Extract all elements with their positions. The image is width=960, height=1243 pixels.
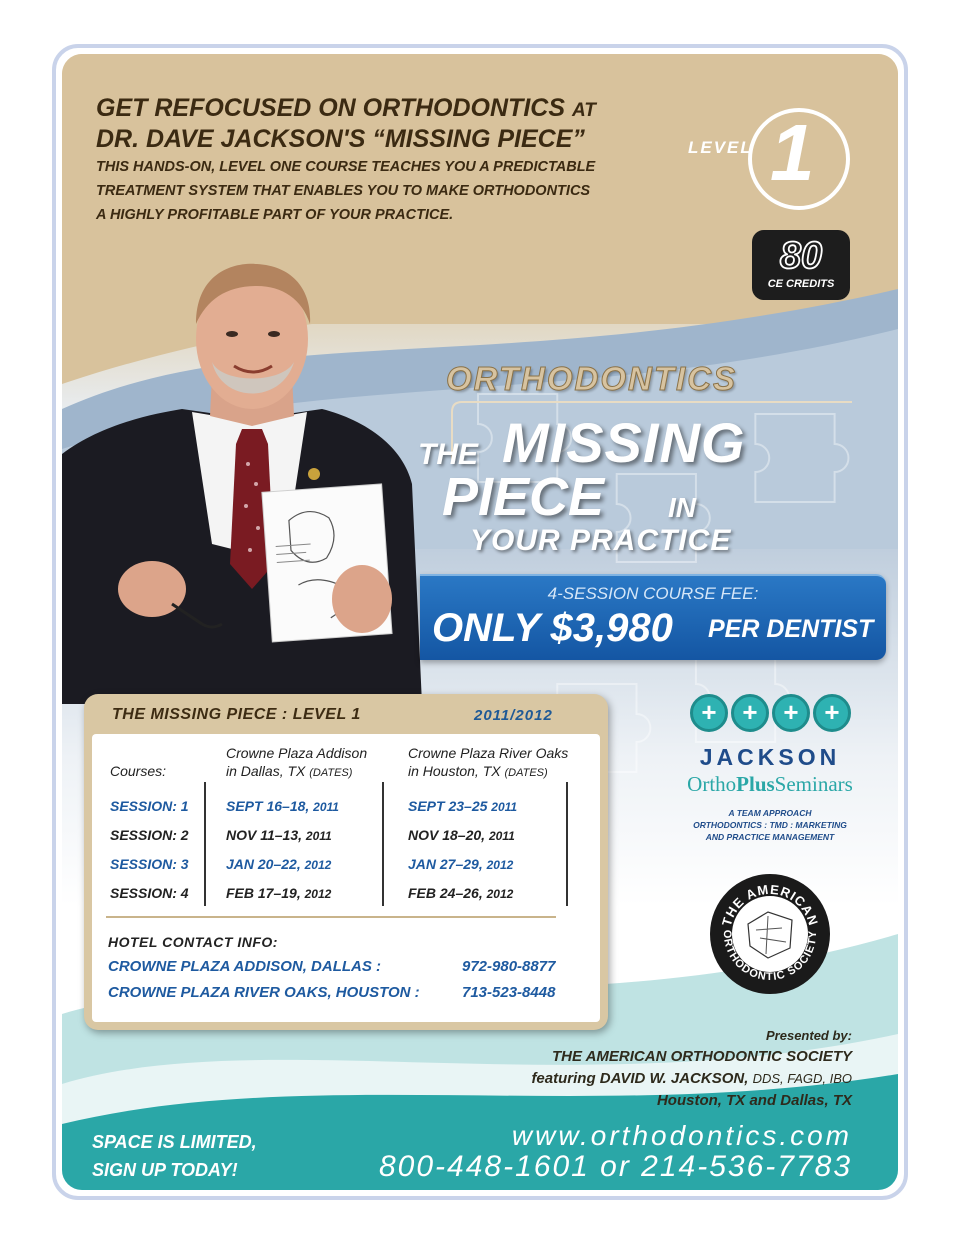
column-divider [566,782,568,906]
seminars: Seminars [774,772,853,796]
schedule-years: 2011/2012 [474,707,553,724]
column-divider [382,782,384,906]
courses-label: Courses: [110,763,167,779]
ce-credits-label: CE CREDITS [767,278,835,290]
title-orthodontics: ORTHODONTICS [446,360,738,397]
title-the: THE [418,438,478,471]
ce-credits-number: 80 [779,235,823,277]
tag-line2: ORTHODONTICS : TMD : MARKETING [693,820,847,830]
plus: Plus [736,772,775,796]
year: 2012 [304,887,332,901]
orthoplus-seminars [680,773,860,795]
dallas-venue: Crowne Plaza Addison [226,745,368,761]
tag-line1: A TEAM APPROACH [728,808,812,818]
subheadline [96,155,676,227]
date: FEB 17–19, [226,885,301,901]
seal-bottom-text: ORTHODONTIC SOCIETY [720,929,820,984]
presented-locations: Houston, TX and Dallas, TX [656,1092,852,1109]
dallas-dates-note: (DATES) [309,767,353,779]
year: 2012 [304,858,332,872]
hotel-dallas-name: CROWNE PLAZA ADDISON, DALLAS : [108,958,382,975]
date: JAN 20–22, [226,856,301,872]
space-limited-callout [92,1128,257,1184]
dallas-city: in Dallas, TX [226,763,306,779]
level-number: 1 [770,108,815,197]
session-2-houston [408,827,515,843]
subhead-line1: THIS HANDS-ON, LEVEL ONE COURSE TEACHES YOU A PREDICTABLE [96,159,596,175]
hotel-dallas-phone: 972-980-8877 [462,958,556,975]
presented-org: THE AMERICAN ORTHODONTIC SOCIETY [551,1048,852,1065]
hotel-houston-name: CROWNE PLAZA RIVER OAKS, HOUSTON : [108,984,420,1001]
space-line2: SIGN UP TODAY! [92,1160,238,1180]
aos-seal-logo [708,872,832,996]
level-label: LEVEL [688,138,753,157]
headline-line1: GET REFOCUSED ON ORTHODONTICS [96,94,566,122]
space-line1: SPACE IS LIMITED, [92,1132,257,1152]
hotel-houston-phone: 713-523-8448 [462,984,556,1001]
phone-numbers[interactable]: 800-448-1601 or 214-536-7783 [379,1150,852,1183]
ce-credits-badge [752,230,850,300]
session-1-dallas [226,798,339,814]
session-4-houston [408,885,513,901]
session-4-dallas [226,885,331,901]
houston-dates-note: (DATES) [504,767,548,779]
session-3-dallas [226,856,331,872]
session-3-label: SESSION: 3 [110,856,189,872]
jackson-seminars-logo [680,694,860,864]
title-in: IN [668,492,696,523]
featuring-name: featuring DAVID W. JACKSON, [531,1070,749,1087]
year: 2011 [488,829,515,843]
flyer-frame [52,44,908,1200]
course-fee-banner [420,574,886,660]
plus-circles-icon: + + + + [680,694,860,736]
year: 2011 [305,829,332,843]
credentials: DDS, FAGD, IBO [752,1071,852,1086]
subhead-line3: A HIGHLY PROFITABLE PART OF YOUR PRACTICE. [96,207,454,223]
date: NOV 11–13, [226,827,303,843]
website-link[interactable]: www.orthodontics.com [511,1120,852,1151]
title-piece: PIECE [442,467,605,527]
column-dallas-header [226,744,367,782]
tag-line3: AND PRACTICE MANAGEMENT [705,832,835,842]
date: FEB 24–26, [408,885,483,901]
headline-line2: DR. DAVE JACKSON'S “MISSING PIECE” [96,125,585,153]
headline-at: AT [571,100,596,121]
houston-venue: Crowne Plaza River Oaks [408,745,569,761]
seal-top-text: THE AMERICAN [718,881,822,928]
year: 2012 [486,887,514,901]
presenter-photo [62,244,442,704]
year: 2011 [491,800,518,814]
title-missing: MISSING [502,411,746,474]
fee-label: 4-SESSION COURSE FEE: [547,584,759,603]
date: NOV 18–20, [408,827,486,843]
date: JAN 27–29, [408,856,483,872]
presented-label: Presented by: [766,1028,852,1043]
fee-price: ONLY $3,980 [432,606,673,650]
jackson-tagline [680,807,860,843]
title-your-practice: YOUR PRACTICE [470,524,732,557]
section-divider [106,916,556,918]
session-2-label: SESSION: 2 [110,827,189,843]
level-badge [678,108,858,218]
ortho: Ortho [687,772,737,796]
session-1-label: SESSION: 1 [110,798,189,814]
subhead-line2: TREATMENT SYSTEM THAT ENABLES YOU TO MAKE ORTHODONTICS [96,183,591,199]
fee-per-dentist: PER DENTIST [708,615,874,643]
jackson-name: JACKSON [699,744,841,770]
presented-featuring [531,1068,852,1090]
year: 2011 [313,800,339,814]
hotel-contact-heading: HOTEL CONTACT INFO: [108,934,278,950]
presented-by-block [531,1026,852,1112]
session-1-houston [408,798,517,814]
column-houston-header [408,744,568,782]
year: 2012 [486,858,514,872]
schedule-table [92,734,600,1022]
column-divider [204,782,206,906]
session-4-label: SESSION: 4 [110,885,189,901]
session-3-houston [408,856,513,872]
schedule-card [84,694,608,1030]
date: SEPT 23–25 [408,798,488,814]
main-headline [96,94,696,153]
houston-city: in Houston, TX [408,763,501,779]
flyer-page [62,54,898,1190]
session-2-dallas [226,827,332,843]
date: SEPT 16–18, [226,798,310,814]
schedule-title: THE MISSING PIECE : LEVEL 1 [112,706,361,723]
